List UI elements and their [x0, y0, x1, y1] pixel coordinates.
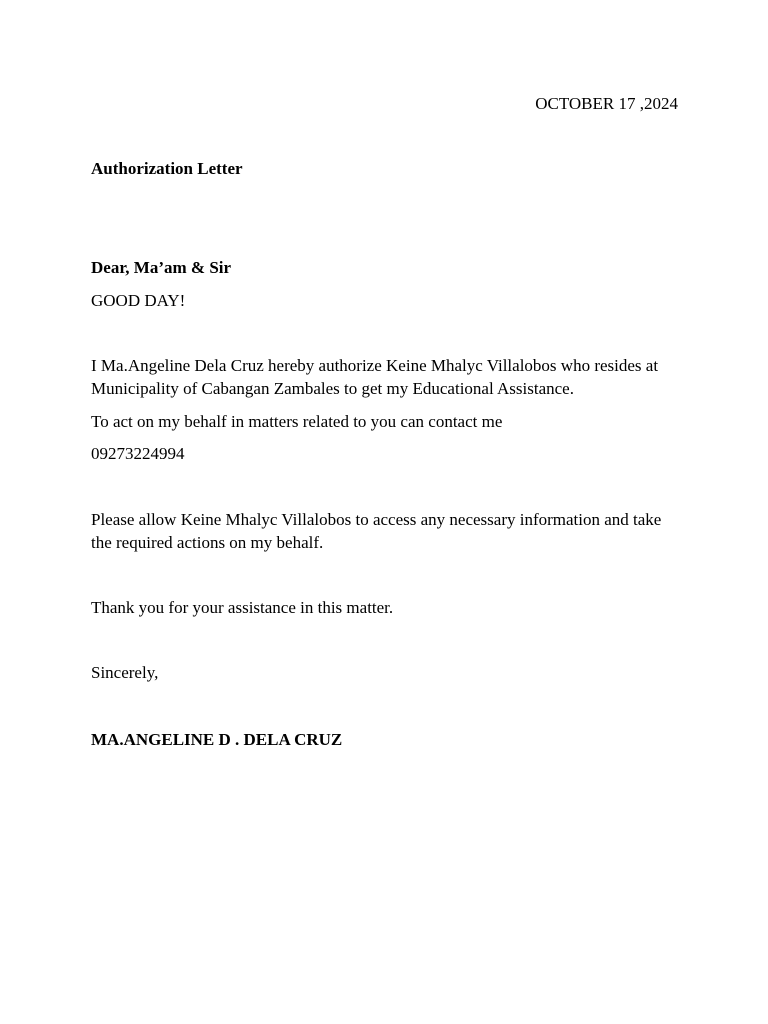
letter-date: OCTOBER 17 ,2024: [535, 94, 678, 113]
contact-paragraph: To act on my behalf in matters related to you can contact me: [91, 412, 503, 431]
thanks-line: Thank you for your assistance in this matter.: [91, 598, 394, 617]
authorization-paragraph: I Ma.Angeline Dela Cruz hereby authorize Keine Mhalyc Villalobos who resides at Municipality of Cabangan Zambales to get my Educational Assistance.: [91, 356, 659, 398]
phone-number: 09273224994: [91, 444, 185, 463]
closing-line: Sincerely,: [91, 663, 159, 682]
letter-title: Authorization Letter: [91, 159, 243, 178]
salutation: Dear, Ma’am & Sir: [91, 258, 232, 277]
greeting: GOOD DAY!: [91, 291, 186, 310]
signature-name: MA.ANGELINE D . DELA CRUZ: [91, 730, 343, 749]
access-paragraph: Please allow Keine Mhalyc Villalobos to access any necessary information and take the required actions on my behalf.: [91, 510, 662, 552]
